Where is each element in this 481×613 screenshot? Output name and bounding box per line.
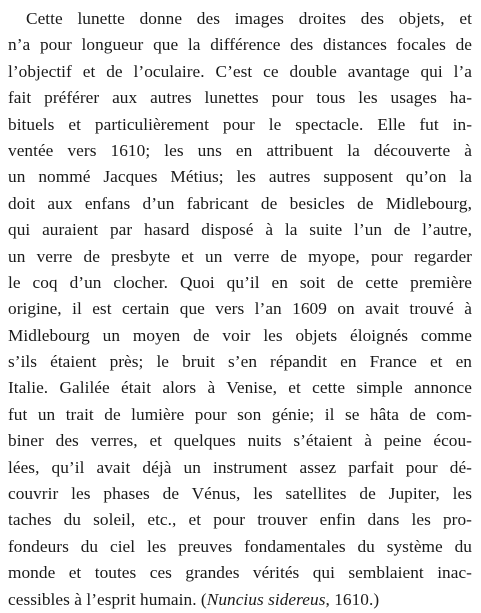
text-line: s’ils étaient près; le bruit s’en répandit en France et en (8, 352, 472, 372)
text-line-final (8, 587, 472, 613)
text-line: lées, qu’il avait déjà un instrument assez parfait pour dé- (8, 457, 472, 477)
text-line: couvrir les phases de Vénus, les satellites de Jupiter, les (8, 484, 472, 504)
text-line: biner des verres, et quelques nuits s’étaient à peine écou- (8, 431, 472, 451)
text-line: Cette lunette donne des images droites des objets, et (26, 9, 472, 28)
text-line: ventée vers 1610; les uns en attribuent la découverte à (8, 140, 472, 160)
text-line: un verre de presbyte et un verre de myope, pour regarder (8, 246, 472, 266)
text-line: fondeurs du ciel les preuves fondamentales du système du (8, 536, 472, 556)
text-line: fait préférer aux autres lunettes pour tous les usages ha- (8, 88, 472, 108)
text-line: Midlebourg un moyen de voir les objets éloignés comme (8, 325, 472, 345)
paragraph (8, 6, 472, 613)
text-line: bituels et particulièrement pour le spectacle. Elle fut in- (8, 114, 472, 134)
text-line: un nommé Jacques Métius; les autres supposent qu’on la (8, 167, 472, 187)
text-line: fut un trait de lumière pour son génie; il se hâta de com- (8, 404, 472, 424)
text-line: l’objectif et de l’oculaire. C’est ce double avantage qui l’a (8, 61, 472, 81)
text-line: Italie. Galilée était alors à Venise, et cette simple annonce (8, 378, 472, 398)
text-line: qui auraient par hasard disposé à la suite l’un de l’autre, (8, 220, 472, 240)
text-line: le coq d’un clocher. Quoi qu’il en soit de cette première (8, 272, 472, 292)
text-fragment: , 1610.) (325, 589, 380, 609)
citation-title: Nuncius sidereus (206, 589, 326, 609)
text-line: doit aux enfans d’un fabricant de besicles de Midlebourg, (8, 193, 472, 213)
text-line: n’a pour longueur que la différence des distances focales de (8, 35, 472, 55)
text-fragment: cessibles à l’esprit humain. ( (8, 589, 207, 609)
text-line: origine, il est certain que vers l’an 1609 on avait trouvé à (8, 299, 472, 319)
text-line: monde et toutes ces grandes vérités qui semblaient inac- (8, 563, 472, 583)
text-line: taches du soleil, etc., et pour trouver enfin dans les pro- (8, 510, 472, 530)
